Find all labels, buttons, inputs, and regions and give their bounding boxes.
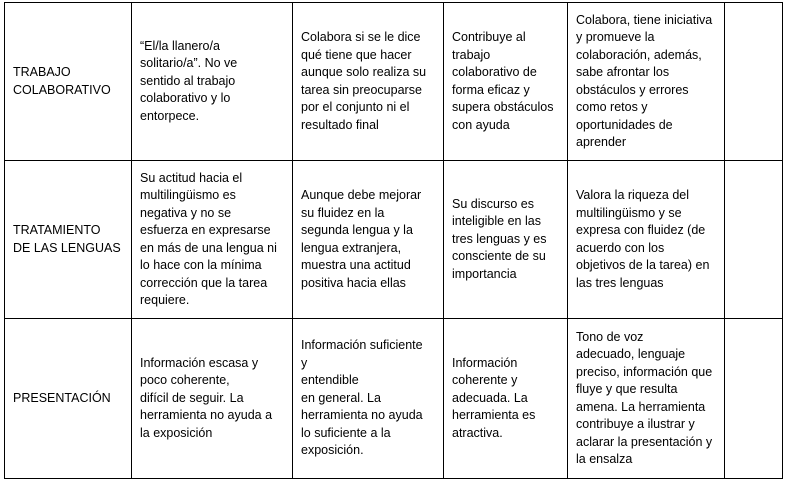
rubric-table [4, 2, 783, 479]
level-cell: Su discurso es inteligible en las tres lenguas y es consciente de su importancia [444, 161, 568, 319]
level-cell: Información coherente y adecuada. La herramienta es atractiva. [444, 319, 568, 479]
level-cell: Aunque debe mejorar su fluidez en la segunda lengua y la lengua extranjera, muestra una actitud positiva hacia ellas [293, 161, 444, 319]
level-cell: Valora la riqueza del multilingüismo y se expresa con fluidez (de acuerdo con los objetivos de la tarea) en las tres lenguas [568, 161, 725, 319]
level-cell: Información escasa y poco coherente, difícil de seguir. La herramienta no ayuda a la exposición [132, 319, 293, 479]
level-cell: Información suficiente y entendible en general. La herramienta no ayuda lo suficiente a la exposición. [293, 319, 444, 479]
criterion-cell: TRABAJO COLABORATIVO [5, 3, 132, 161]
table-row [5, 319, 783, 479]
level-cell: Tono de voz adecuado, lenguaje preciso, información que fluye y que resulta amena. La herramienta contribuye a ilustrar y aclarar la presentación y la ensalza [568, 319, 725, 479]
criterion-cell: TRATAMIENTO DE LAS LENGUAS [5, 161, 132, 319]
level-cell: Colabora, tiene iniciativa y promueve la colaboración, además, sabe afrontar los obstáculos y errores como retos y oportunidades de aprender [568, 3, 725, 161]
table-row [5, 161, 783, 319]
empty-cell [725, 319, 783, 479]
criterion-cell: PRESENTACIÓN [5, 319, 132, 479]
table-row [5, 3, 783, 161]
level-cell: Colabora si se le dice qué tiene que hacer aunque solo realiza su tarea sin preocuparse por el conjunto ni el resultado final [293, 3, 444, 161]
empty-cell [725, 161, 783, 319]
level-cell: Su actitud hacia el multilingüismo es negativa y no se esfuerza en expresarse en más de una lengua ni lo hace con la mínima corrección que la tarea requiere. [132, 161, 293, 319]
empty-cell [725, 3, 783, 161]
level-cell: “El/la llanero/a solitario/a”. No ve sentido al trabajo colaborativo y lo entorpece. [132, 3, 293, 161]
level-cell: Contribuye al trabajo colaborativo de forma eficaz y supera obstáculos con ayuda [444, 3, 568, 161]
